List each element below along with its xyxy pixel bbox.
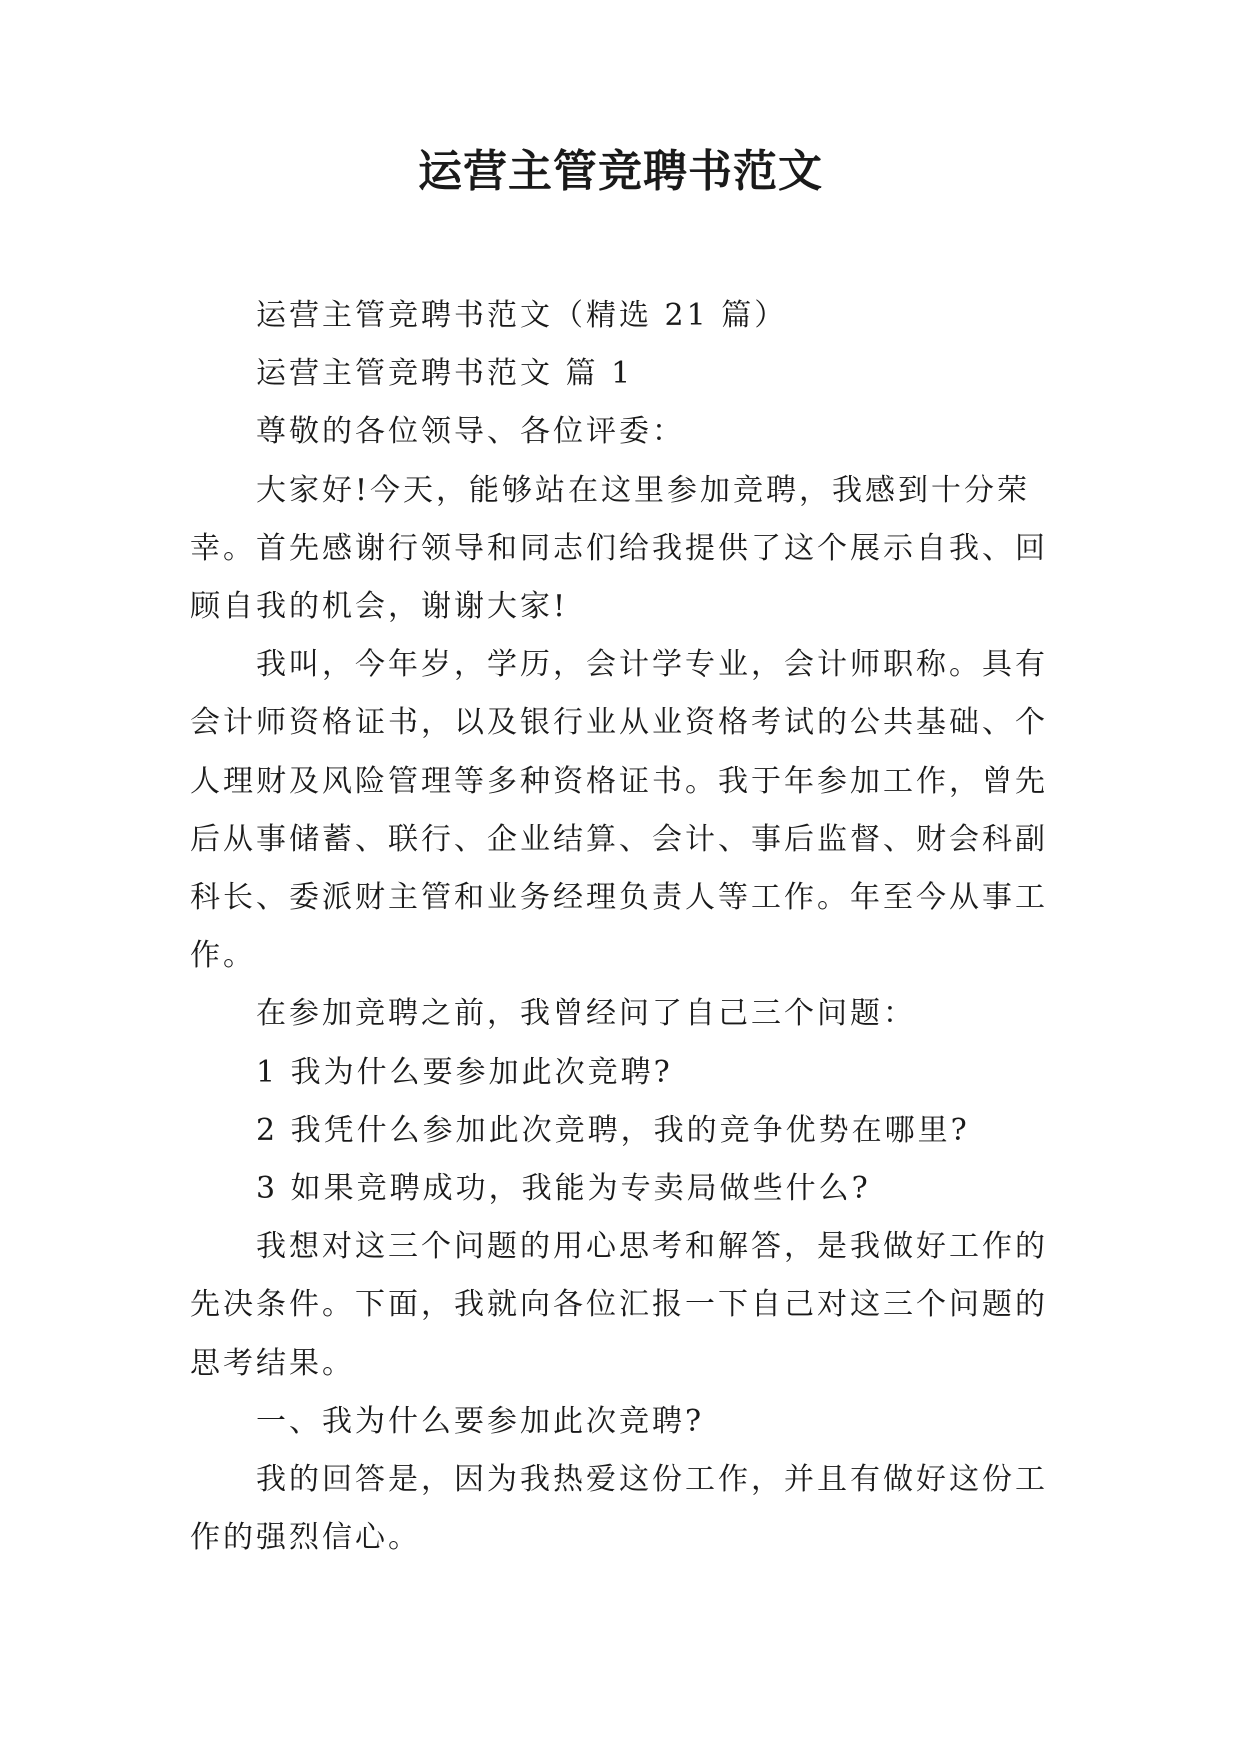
paragraph-question-1: 1 我为什么要参加此次竞聘? <box>256 1054 673 1090</box>
paragraph-section-heading: 运营主管竞聘书范文 篇 1 <box>256 356 634 392</box>
paragraph-salutation: 尊敬的各位领导、各位评委： <box>256 414 685 450</box>
paragraph-questions-intro: 在参加竞聘之前，我曾经问了自己三个问题： <box>256 996 916 1032</box>
paragraph-heading-one: 一、我为什么要参加此次竞聘? <box>256 1403 705 1439</box>
paragraph-greeting: 大家好!今天，能够站在这里参加竞聘，我感到十分荣幸。首先感谢行领导和同志们给我提供了这个展示自我、回顾自我的机会，谢谢大家! <box>190 472 1048 625</box>
document-body <box>190 287 1054 1567</box>
paragraph-question-2: 2 我凭什么参加此次竞聘，我的竞争优势在哪里? <box>256 1112 970 1148</box>
paragraph-answer-one: 我的回答是，因为我热爱这份工作，并且有做好这份工作的强烈信心。 <box>190 1462 1048 1556</box>
paragraph-subtitle: 运营主管竞聘书范文（精选 21 篇） <box>256 298 788 333</box>
paragraph-introduction: 我叫，今年岁，学历，会计学专业，会计师职称。具有会计师资格证书，以及银行业从业资格考试的公共基础、个人理财及风险管理等多种资格证书。我于年参加工作，曾先后从事储蓄、联行、企业结算、会计、事后监督、财会科副科长、委派财主管和业务经理负责人等工作。年至今从事工作。 <box>190 647 1048 974</box>
paragraph-question-3: 3 如果竞聘成功，我能为专卖局做些什么? <box>256 1171 871 1207</box>
document-title: 运营主管竞聘书范文 <box>418 146 823 197</box>
paragraph-reflection: 我想对这三个问题的用心思考和解答，是我做好工作的先决条件。下面，我就向各位汇报一下自己对这三个问题的思考结果。 <box>190 1229 1048 1381</box>
